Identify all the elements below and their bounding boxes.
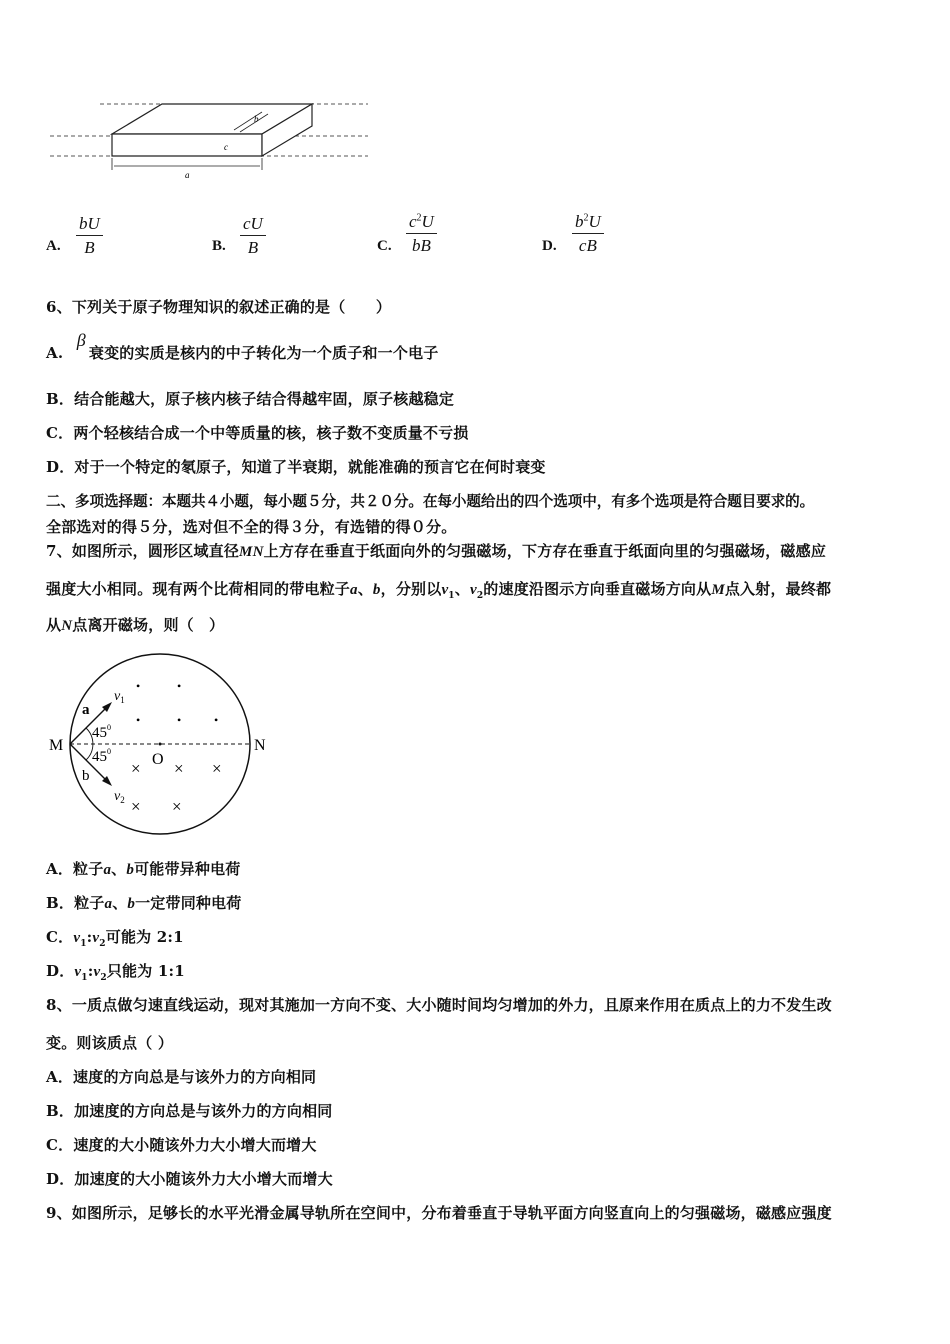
label-N: N	[254, 737, 266, 754]
box-label-a: a	[185, 170, 190, 180]
q7-stem-line2: 强度大小相同。现有两个比荷相同的带电粒子a、b，分别以$v_1$、$v_2$的速度沿图示方向垂直磁场方向从M点入射，最终都	[46, 580, 832, 601]
angle-top-label: $45^0$	[92, 723, 111, 741]
q6-option-b: B．结合能越大，原子核内核子结合得越牢固，原子核越稳定	[46, 390, 455, 408]
magnetic-field-figure	[40, 648, 280, 840]
q7-stem-line1: 7、如图所示，圆形区域直径MN上方存在垂直于纸面向外的匀强磁场，下方存在垂直于纸面向里的匀强磁场，磁感应	[46, 542, 827, 560]
q7-stem-line3: 从N点离开磁场，则（ ）	[46, 616, 225, 634]
q8-stem-line1: 8、一质点做匀速直线运动，现对其施加一方向不变、大小随时间均匀增加的外力，且原来作用在质点上的力不发生改	[46, 996, 832, 1014]
field-dot: •	[177, 679, 182, 693]
label-O: O	[152, 751, 164, 768]
angle-bottom-label: $45^0$	[92, 747, 111, 765]
field-cross: ×	[131, 759, 141, 778]
label-a: a	[82, 702, 90, 718]
field-dot: •	[177, 713, 182, 727]
q8-option-c: C．速度的大小随该外力大小增大而增大	[46, 1136, 317, 1154]
q5-option-c-fraction: $\frac{c^2U}{bB}$	[406, 212, 437, 256]
label-v2: $v_2$	[114, 789, 125, 805]
q5-option-a-fraction: $\frac{bU}{B}$	[76, 214, 103, 258]
q7-option-d: D．$v_1:v_2$只能为 1:1	[46, 962, 185, 983]
q8-option-a: A．速度的方向总是与该外力的方向相同	[46, 1068, 317, 1086]
box-figure	[40, 92, 380, 182]
q5-option-d-label: D.	[542, 238, 557, 254]
q7-option-a: A．粒子a、b可能带异种电荷	[46, 860, 241, 878]
section2-line1: 二、多项选择题：本题共４小题，每小题５分，共２０分。在每小题给出的四个选项中，有多个选项是符合题目要求的。	[46, 493, 815, 510]
q8-option-d: D．加速度的大小随该外力大小增大而增大	[46, 1170, 333, 1188]
box-label-c: c	[224, 142, 228, 152]
q5-option-b-fraction: $\frac{cU}{B}$	[240, 214, 266, 258]
label-b: b	[82, 768, 90, 784]
q9-stem-line1: 9、如图所示，足够长的水平光滑金属导轨所在空间中，分布着垂直于导轨平面方向竖直向上的匀强磁场，磁感应强度	[46, 1204, 832, 1222]
field-dot: •	[214, 713, 219, 727]
beta-symbol: β	[76, 330, 86, 350]
q6-option-a: A. β衰变的实质是核内的中子转化为一个质子和一个电子	[46, 330, 439, 362]
q5-option-a-label: A.	[46, 238, 61, 254]
field-dot: •	[136, 679, 141, 693]
q6-option-d: D．对于一个特定的氡原子，知道了半衰期，就能准确的预言它在何时衰变	[46, 458, 546, 476]
q5-option-d-fraction: $\frac{b^2U}{cB}$	[572, 212, 604, 256]
q6-stem: 6、下列关于原子物理知识的叙述正确的是（ ）	[46, 298, 392, 316]
label-M: M	[49, 737, 64, 754]
q8-option-b: B．加速度的方向总是与该外力的方向相同	[46, 1102, 333, 1120]
q6-option-c: C．两个轻核结合成一个中等质量的核，核子数不变质量不亏损	[46, 424, 469, 442]
box-label-b: b	[254, 114, 259, 124]
field-cross: ×	[172, 797, 182, 816]
q5-option-c-label: C.	[377, 238, 392, 254]
label-v1: $v_1$	[114, 689, 125, 705]
q7-option-c: C．$v_1:v_2$可能为 2:1	[46, 928, 184, 949]
q7-option-b: B．粒子a、b一定带同种电荷	[46, 894, 242, 912]
section2-line2: 全部选对的得５分，选对但不全的得３分，有选错的得０分。	[46, 518, 457, 536]
field-cross: ×	[174, 759, 184, 778]
field-dot: •	[136, 713, 141, 727]
field-cross: ×	[212, 759, 222, 778]
field-cross: ×	[131, 797, 141, 816]
q8-stem-line2: 变。则该质点（ ）	[46, 1034, 174, 1052]
q5-option-b-label: B.	[212, 238, 226, 254]
